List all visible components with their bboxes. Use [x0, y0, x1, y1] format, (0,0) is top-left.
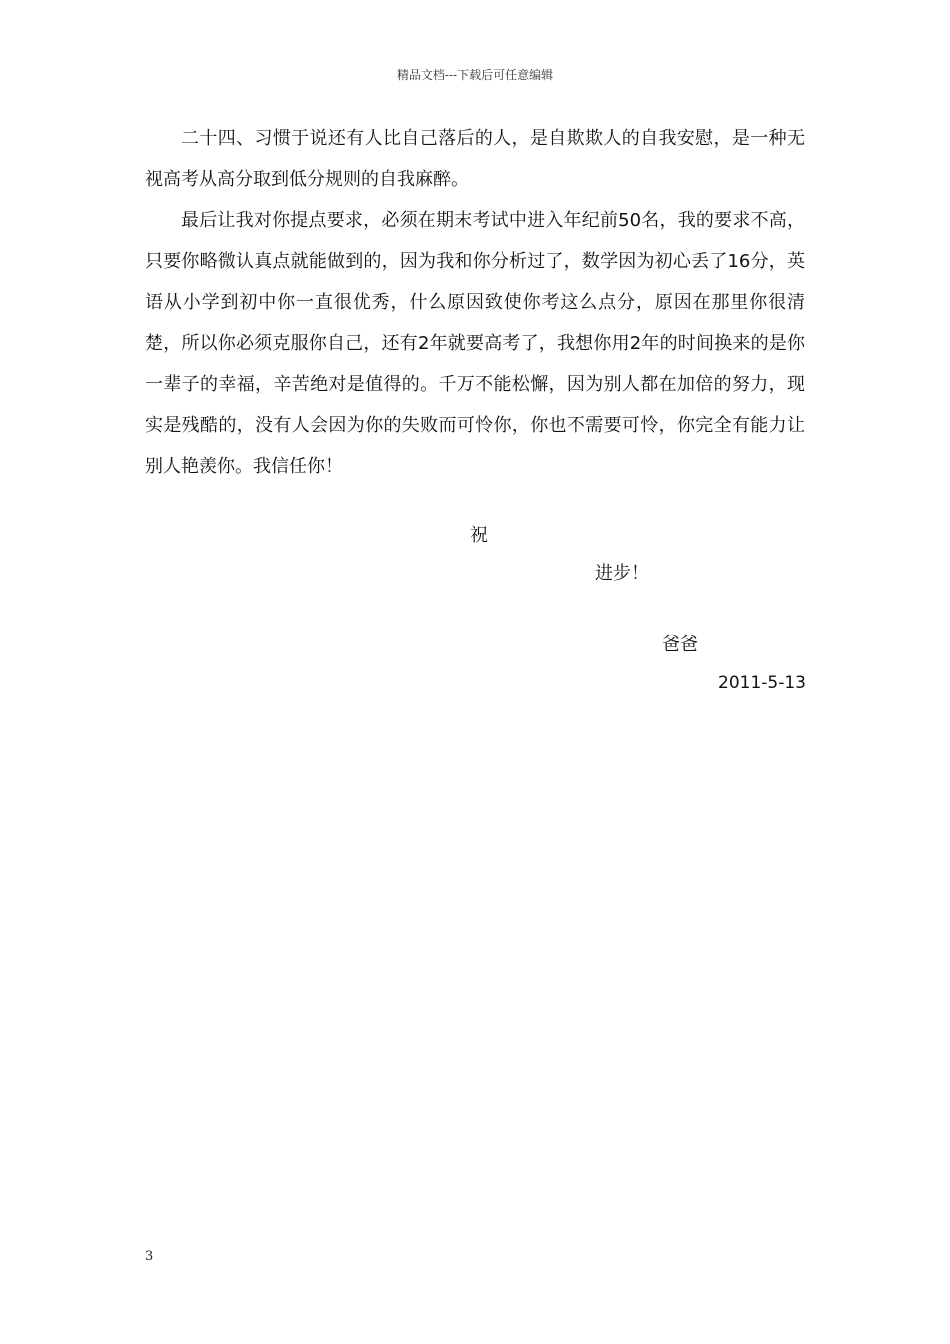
closing-wish: 祝 [470, 525, 488, 546]
paragraph-2: 最后让我对你提点要求，必须在期末考试中进入年纪前50名，我的要求不高，只要你略微认真点就能做到的，因为我和你分析过了，数学因为初心丢了16分，英语从小学到初中你一直很优秀，什么原因致使你考这么点分，原因在那里你很清楚，所以你必须克服你自己，还有2年就要高考了，我想你用2年的时间换来的是你一辈子的幸福，辛苦绝对是值得的。千万不能松懈，因为别人都在加倍的努力，现实是残酷的，没有人会因为你的失败而可怜你，你也不需要可怜，你完全有能力让别人艳羡你。我信任你！ [145, 210, 805, 477]
signature: 爸爸 [662, 634, 698, 655]
letter-date: 2011-5-13 [718, 673, 806, 693]
closing-progress: 进步！ [595, 563, 649, 584]
page-number: 3 [145, 1249, 154, 1264]
letter-body [145, 118, 805, 487]
paragraph-1: 二十四、习惯于说还有人比自己落后的人，是自欺欺人的自我安慰，是一种无视高考从高分取到低分规则的自我麻醉。 [145, 128, 805, 190]
page-header: 精品文档---下载后可任意编辑 [396, 68, 554, 82]
